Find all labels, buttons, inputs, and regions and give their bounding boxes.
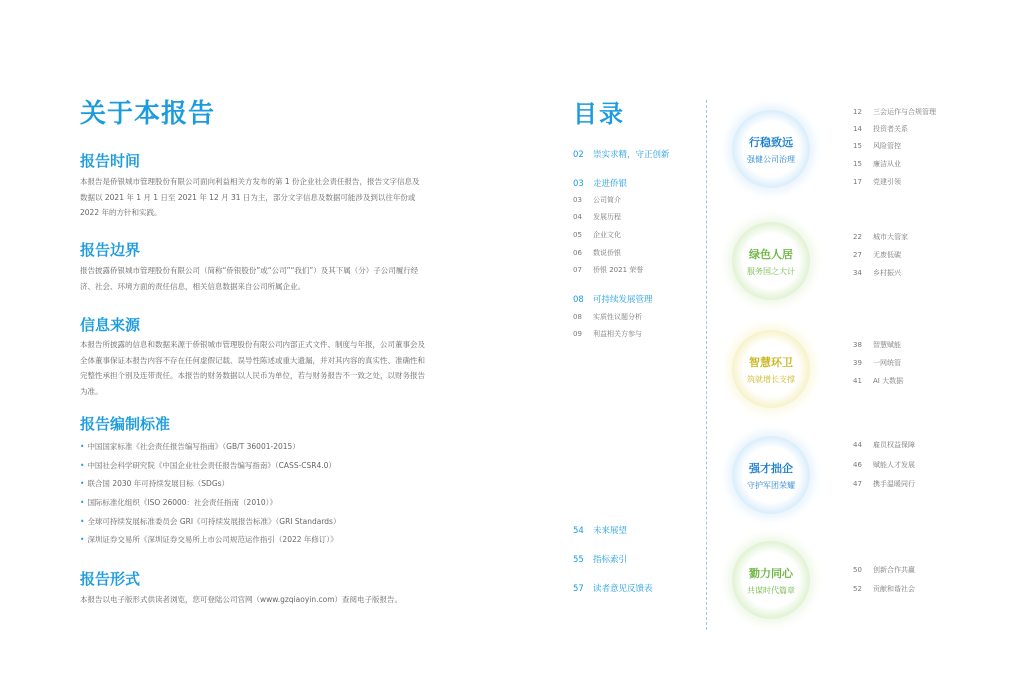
section-text-source: 本报告所披露的信息和数据来源于侨银城市管理股份有限公司内部正式文件、制度与年报，公司董事会及全体董事保证本报告内容不存在任何虚假记载、误导性陈述或重大遗漏，并对其内容的真实性、准确性和完整性承担个别及连带责任。本报告的财务数据以人民币为单位，若与财务报告不一致之处，以财务报告为准。 <box>80 340 425 396</box>
chapter-sub-item[interactable]: 14 投资者关系 <box>853 125 908 133</box>
toc-sub-item[interactable]: 09 利益相关方参与 <box>573 330 642 338</box>
chapter-sub-item[interactable]: 46 赋能人才发展 <box>853 461 915 469</box>
chapter-sub-item[interactable]: 17 党建引领 <box>853 178 901 186</box>
toc-main-item[interactable]: 54 未来展望 <box>573 526 628 536</box>
section-text-format: 本报告以电子版形式供读者浏览，您可登陆公司官网（www.gzqiaoyin.com）查阅电子版报告。 <box>80 595 402 604</box>
section-heading-format: 报告形式 <box>80 570 141 588</box>
chapter-circle-smart-sanitation[interactable]: 智慧环卫 筑就增长支撑 <box>732 330 810 408</box>
chapter-sub-item[interactable]: 44 雇员权益保障 <box>853 441 915 449</box>
toc-sub-item[interactable]: 08 实质性议题分析 <box>573 313 642 321</box>
section-heading-boundary: 报告边界 <box>80 241 141 259</box>
toc-sub-item[interactable]: 06 数说侨银 <box>573 249 621 257</box>
toc-main-item[interactable]: 55 指标索引 <box>573 555 628 565</box>
toc-sub-item[interactable]: 04 发展历程 <box>573 213 621 221</box>
toc-sub-item[interactable]: 03 公司简介 <box>573 196 621 204</box>
chapter-sub-item[interactable]: 50 创新合作共赢 <box>853 566 915 574</box>
bullet-icon: • <box>80 498 85 508</box>
section-heading-standards: 报告编制标准 <box>80 415 171 433</box>
section-heading-source: 信息来源 <box>80 316 141 334</box>
toc-title: 目录 <box>573 100 625 128</box>
standards-item: • 中国社会科学研究院《中国企业社会责任报告编写指南》（CASS-CSR4.0） <box>80 460 336 470</box>
chapter-circle-governance[interactable]: 行稳致远 强健公司治理 <box>732 110 810 188</box>
chapter-sub-item[interactable]: 15 廉洁从业 <box>853 160 901 168</box>
section-heading-time: 报告时间 <box>80 152 141 170</box>
standards-list <box>80 438 440 550</box>
bullet-icon: • <box>80 479 85 489</box>
standards-item: • 联合国 2030 年可持续发展目标（SDGs） <box>80 479 230 489</box>
toc-main-item[interactable]: 03 走进侨银 <box>573 179 628 189</box>
bullet-icon: • <box>80 460 85 470</box>
standards-item: • 深圳证券交易所《深圳证券交易所上市公司规范运作指引（2022 年修订）》 <box>80 535 338 545</box>
toc-sub-item[interactable]: 07 侨银 2021 荣誉 <box>573 266 644 274</box>
standards-item: • 国际标准化组织《ISO 26000：社会责任指南（2010）》 <box>80 498 277 508</box>
bullet-icon: • <box>80 516 85 526</box>
chapter-circle-unity[interactable]: 勠力同心 共谋时代篇章 <box>732 541 810 619</box>
bullet-icon: • <box>80 442 85 451</box>
chapter-sub-item[interactable]: 15 风险管控 <box>853 142 901 150</box>
chapter-sub-item[interactable]: 39 一网统管 <box>853 359 901 367</box>
standards-item: • 全球可持续发展标准委员会 GRI《可持续发展报告标准》（GRI Standards） <box>80 516 341 526</box>
chapter-sub-item[interactable]: 12 三会运作与合规管理 <box>853 108 936 116</box>
section-text-time: 本报告是侨银城市管理股份有限公司面向利益相关方发布的第 1 份企业社会责任报告，报告文字信息及数据以 2021 年 1 月 1 日至 2021 年 12 月 31 日为主，部分文字信息及数据可能涉及到以往年份或 2022 年的方针和实践。 <box>80 177 420 217</box>
chapter-sub-item[interactable]: 41 AI 大数据 <box>853 377 904 385</box>
toc-sub-item[interactable]: 05 企业文化 <box>573 231 621 239</box>
chapter-sub-item[interactable]: 22 城市大管家 <box>853 233 908 241</box>
section-text-boundary: 报告披露侨银城市管理股份有限公司（简称“侨银股份”或“公司”“我们”）及其下属（分）子公司履行经济、社会、环境方面的责任信息，相关信息数据来自公司所属企业。 <box>80 266 419 291</box>
toc-main-item[interactable]: 02 崇实求精，守正创新 <box>573 150 670 160</box>
bullet-icon: • <box>80 535 85 545</box>
toc-main-item[interactable]: 57 读者意见反馈表 <box>573 584 653 594</box>
chapter-circle-talent[interactable]: 强才拙企 守护军团荣耀 <box>732 436 810 514</box>
chapter-sub-item[interactable]: 52 贡献和谐社会 <box>853 585 915 593</box>
toc-main-item[interactable]: 08 可持续发展管理 <box>573 295 653 305</box>
chapter-sub-item[interactable]: 47 携手温暖同行 <box>853 480 915 488</box>
chapter-sub-item[interactable]: 38 智慧赋能 <box>853 341 901 349</box>
standards-item: • 中国国家标准《社会责任报告编写指南》（GB/T 36001-2015） <box>80 442 300 451</box>
chapter-circle-green-living[interactable]: 绿色人居 服务国之大计 <box>732 222 810 300</box>
chapter-sub-item[interactable]: 34 乡村振兴 <box>853 269 901 277</box>
divider-dashed-line <box>706 100 707 630</box>
page-title: 关于本报告 <box>80 99 216 129</box>
chapter-sub-item[interactable]: 27 无废低碳 <box>853 251 901 259</box>
